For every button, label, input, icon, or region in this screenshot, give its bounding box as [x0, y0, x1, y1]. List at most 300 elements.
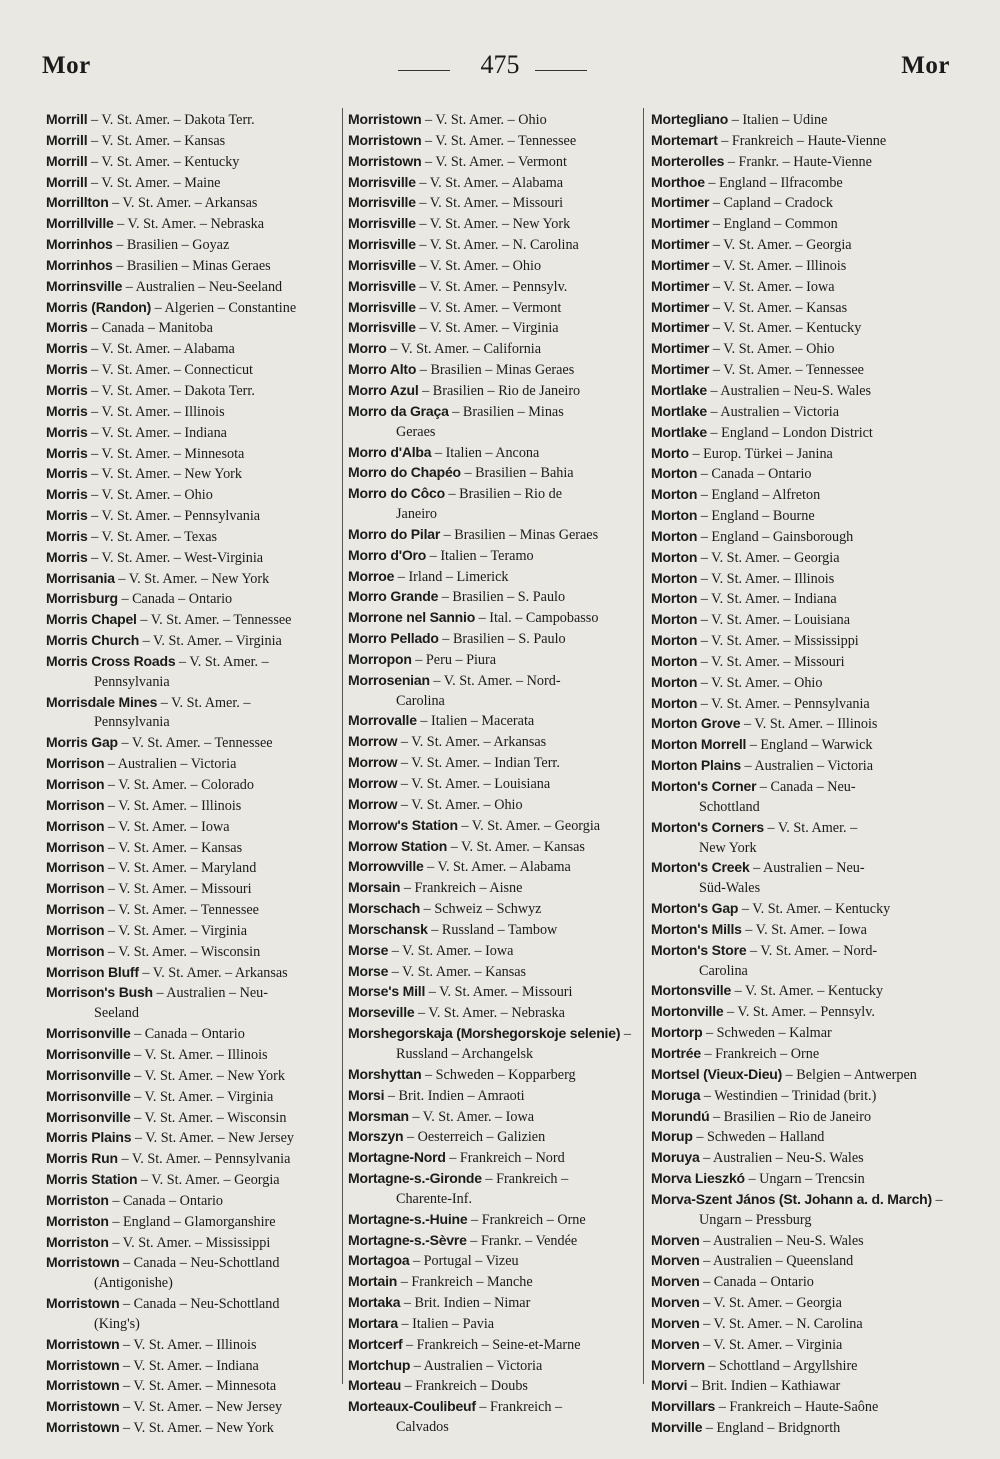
entry-location: – Belgien – Antwerpen [782, 1066, 917, 1083]
entry-headword: Mortimer [651, 194, 710, 211]
entry-headword: Morristown [348, 111, 422, 127]
entry-location: – V. St. Amer. – New York [119, 1420, 274, 1437]
entry-location: – V. St. Amer. – Illinois [709, 257, 847, 274]
gazetteer-entry [348, 1231, 640, 1252]
entry-headword: Morris [46, 486, 88, 503]
gazetteer-entry [348, 152, 640, 173]
entry-location: – V. St. Amer. – Colorado [104, 777, 254, 793]
entry-location: – V. St. Amer. – Kansas [388, 963, 527, 980]
entry-headword: Morton [651, 465, 698, 482]
entry-location: – Canada – Ontario [117, 591, 233, 608]
gazetteer-entry [46, 879, 336, 900]
entry-location: – V. St. Amer. – N. Carolina [415, 237, 579, 254]
entry-location: – Canada – Neu- [756, 779, 856, 795]
entry-headword: Morven [651, 1335, 700, 1352]
entry-location: – V. St. Amer. – Pennsylvania [697, 695, 870, 712]
entry-headword: Morrisville [348, 173, 416, 190]
entry-headword: Morse [348, 941, 389, 958]
gazetteer-entry [651, 1086, 951, 1107]
entry-location: – V. St. Amer. – Maryland [104, 860, 257, 877]
entry-location: – Schweden – Halland [692, 1129, 825, 1146]
gazetteer-entry [348, 608, 640, 629]
entry-headword: Mortcerf [348, 1335, 403, 1352]
entry-headword: Morrison [46, 776, 105, 792]
entry-location: – Frankreich – Haute-Saône [715, 1399, 879, 1416]
entry-headword: Morrinhos [46, 236, 113, 253]
entry-headword: Mortagne-Nord [348, 1149, 446, 1166]
entry-headword: Morschach [348, 900, 421, 917]
entry-headword: Morrinhos [46, 256, 113, 273]
entry-location: – Oesterreich – Galizien [403, 1129, 546, 1146]
entry-headword: Morrow Station [348, 837, 448, 854]
entry-headword: Morton [651, 673, 698, 690]
gazetteer-entry [46, 173, 336, 194]
gazetteer-entry [46, 1045, 336, 1066]
gazetteer-entry [46, 1066, 336, 1087]
entry-headword: Morteau [348, 1377, 402, 1394]
entry-location: – Schottland – Argyllshire [704, 1357, 858, 1374]
entry-location: – Brasilien – S. Paulo [438, 589, 566, 606]
gazetteer-entry [46, 423, 336, 444]
entry-location: – England – Alfreton [697, 487, 821, 504]
entry-headword: Morven [651, 1294, 700, 1311]
entry-location: – England – Warwick [746, 737, 873, 754]
entry-headword: Morrisville [348, 298, 416, 315]
entry-headword: Morrison's Bush [46, 984, 153, 1001]
gazetteer-entry [46, 610, 336, 631]
entry-location: – Portugal – Vizeu [409, 1253, 519, 1270]
gazetteer-entry [46, 402, 336, 423]
gazetteer-entry [651, 673, 951, 694]
entry-headword: Morton [651, 652, 698, 669]
entry-headword: Mortagoa [348, 1252, 410, 1269]
entry-location: – Ital. – Campobasso [475, 610, 599, 627]
gazetteer-entry [46, 775, 336, 796]
gazetteer-entry [651, 444, 951, 465]
gazetteer-entry [651, 1335, 951, 1356]
entry-headword: Morvi [651, 1377, 688, 1394]
gazetteer-entry [651, 589, 951, 610]
entry-location: – V. St. Amer. – Missouri [697, 653, 845, 670]
gazetteer-entry [348, 753, 640, 774]
entry-location: – V. St. Amer. – Kentucky [87, 153, 240, 170]
entry-location: – [620, 1026, 631, 1043]
gazetteer-entry [46, 1294, 336, 1335]
gazetteer-entry [348, 982, 640, 1003]
entry-location: – Frankreich – Manche [397, 1274, 533, 1291]
entry-location: – V. St. Amer. – Alabama [87, 341, 235, 358]
entry-headword: Morvillars [651, 1398, 716, 1415]
entry-location: – V. St. Amer. – Mississippi [108, 1234, 271, 1251]
gazetteer-entry [651, 756, 951, 777]
entry-headword: Morrison [46, 921, 105, 938]
entry-headword: Morrillville [46, 215, 114, 232]
gazetteer-entry [46, 1356, 336, 1377]
entry-location: – V. St. Amer. – Arkansas [397, 734, 547, 751]
gazetteer-entry [46, 318, 336, 339]
entry-headword: Mortagne-s.-Huine [348, 1210, 468, 1227]
entry-location: – V. St. Amer. – Tennessee [421, 132, 577, 149]
entry-headword: Morris [46, 507, 88, 524]
entry-headword: Morris Gap [46, 734, 118, 751]
entry-location: – V. St. Amer. – Arkansas [108, 195, 258, 212]
page-number: 475 [480, 50, 520, 79]
entry-location: – Italien – Macerata [416, 713, 535, 730]
entry-headword: Morszyn [348, 1128, 404, 1145]
entry-continuation: Carolina [396, 692, 445, 709]
entry-location: – Frankreich – Orne [700, 1045, 820, 1062]
gazetteer-entry [348, 1376, 640, 1397]
gazetteer-entry [46, 817, 336, 838]
entry-location: – Schweiz – Schwyz [420, 901, 542, 918]
entry-location: – V. St. Amer. – Iowa [104, 818, 230, 835]
entry-headword: Morva-Szent János (St. Johann a. d. March) [651, 1190, 932, 1207]
entry-location: – V. St. Amer. – Georgia [709, 237, 852, 254]
entry-headword: Morse's Mill [348, 983, 426, 1000]
entry-location: – V. St. Amer. – Georgia [697, 549, 840, 566]
entry-headword: Mortegliano [651, 111, 729, 127]
entry-location: – V. St. Amer. – Indian Terr. [397, 755, 560, 772]
gazetteer-entry [348, 1024, 640, 1065]
entry-location: – V. St. Amer. – Vermont [421, 153, 567, 170]
entry-location: – V. St. Amer. – Wisconsin [130, 1109, 287, 1126]
gazetteer-entry [348, 1251, 640, 1272]
gazetteer-entry [348, 1210, 640, 1231]
entry-location: – V. St. Amer. – Iowa [709, 278, 835, 295]
gazetteer-entry [348, 857, 640, 878]
entry-location: – V. St. Amer. – Mississippi [697, 633, 859, 650]
entry-headword: Morrisonville [46, 1045, 131, 1062]
gazetteer-entry [348, 629, 640, 650]
page-header [0, 44, 1000, 96]
entry-location: – V. St. Amer. – Iowa [408, 1108, 535, 1125]
gazetteer-entry [46, 983, 336, 1024]
entry-location: – Canada – Ontario [699, 1274, 814, 1291]
entry-headword: Morton's Store [651, 941, 747, 958]
entry-headword: Morton [651, 527, 698, 544]
entry-location: – V. St. Amer. – Illinois [119, 1336, 257, 1353]
entry-location: – V. St. Amer. – Iowa [741, 921, 867, 938]
entry-location: – V. St. Amer. – Missouri [425, 984, 573, 1001]
entry-headword: Morris [46, 423, 88, 440]
gazetteer-entry [46, 506, 336, 527]
gazetteer-entry [46, 152, 336, 173]
gazetteer-entry [348, 1397, 640, 1438]
gazetteer-entry [651, 1272, 951, 1293]
entry-headword: Morris Plains [46, 1129, 132, 1146]
gazetteer-entry [651, 1065, 951, 1086]
entry-location: – Brasilien – Rio de Janeiro [709, 1108, 872, 1125]
entry-headword: Morro Azul [348, 381, 419, 398]
entry-headword: Morrison [46, 838, 105, 855]
entry-headword: Morristown [46, 1295, 120, 1312]
gazetteer-entry [651, 1148, 951, 1169]
entry-headword: Morrovalle [348, 712, 417, 729]
entry-headword: Morristown [348, 152, 422, 169]
entry-continuation: Seeland [94, 1005, 139, 1022]
entry-location: – V. St. Amer. – Ohio [709, 341, 835, 358]
entry-location: – Russland – Tambow [427, 921, 558, 938]
entry-location: – V. St. Amer. – Minnesota [87, 445, 245, 462]
gazetteer-entry [651, 569, 951, 590]
gazetteer-entry [46, 485, 336, 506]
gazetteer-entry [348, 298, 640, 319]
entry-location: – England – London District [706, 424, 873, 441]
gazetteer-entry [651, 214, 951, 235]
entry-headword: Morropon [348, 650, 412, 667]
gazetteer-entry [651, 1397, 951, 1418]
entry-location: – Canada – Neu-Schottland [119, 1255, 280, 1272]
entry-headword: Morris Chapel [46, 611, 137, 628]
gazetteer-entry [651, 920, 951, 941]
gazetteer-entry [348, 795, 640, 816]
gazetteer-entry [651, 527, 951, 548]
gazetteer-entry [46, 1128, 336, 1149]
entry-headword: Mortchup [348, 1356, 411, 1373]
gazetteer-entry [348, 1065, 640, 1086]
gazetteer-entry [348, 1148, 640, 1169]
entry-headword: Morven [651, 1252, 700, 1269]
gazetteer-entry [651, 298, 951, 319]
entry-headword: Morris [46, 361, 88, 378]
entry-headword: Morrisville [348, 256, 416, 273]
gazetteer-entry [46, 298, 336, 319]
header-left-keyword: Mor [42, 52, 91, 79]
entry-headword: Morrisville [348, 236, 416, 253]
entry-headword: Morven [651, 1273, 700, 1290]
entry-location: – Australien – Neu- [749, 860, 865, 877]
entry-headword: Morrow [348, 754, 398, 771]
gazetteer-entry [651, 381, 951, 402]
gazetteer-entry [348, 774, 640, 795]
entry-location: – V. St. Amer. – Virginia [104, 922, 248, 939]
gazetteer-entry [348, 339, 640, 360]
entry-headword: Mortsel (Vieux-Dieu) [651, 1065, 783, 1082]
entry-headword: Mortagne-s.-Sèvre [348, 1231, 467, 1248]
gazetteer-entry [651, 1023, 951, 1044]
gazetteer-entry [651, 360, 951, 381]
entry-location: – V. St. Amer. – Connecticut [87, 362, 253, 379]
entry-location: – V. St. Amer. – Missouri [104, 881, 252, 898]
entry-continuation: Pennsylvania [94, 673, 170, 690]
entry-location: – V. St. Amer. – Virginia [139, 633, 282, 650]
entry-location: – V. St. Amer. – Kansas [87, 132, 226, 149]
entry-headword: Mortlake [651, 402, 707, 419]
gazetteer-entry [46, 464, 336, 485]
entry-location: – Brit. Indien – Nimar [400, 1295, 531, 1312]
gazetteer-entry [46, 838, 336, 859]
entry-location: – V. St. Amer. – Kentucky [709, 320, 862, 337]
gazetteer-entry [46, 235, 336, 256]
entry-headword: Mortemart [651, 131, 718, 148]
gazetteer-entry [348, 1293, 640, 1314]
entry-headword: Morrinsville [46, 277, 123, 294]
gazetteer-entry [651, 1107, 951, 1128]
entry-location: – Westindien – Trinidad (brit.) [700, 1087, 877, 1104]
gazetteer-entry [46, 381, 336, 402]
entry-location: – Frankreich – [475, 1399, 563, 1416]
gazetteer-entry [348, 837, 640, 858]
entry-headword: Morton Grove [651, 715, 741, 732]
gazetteer-entry [348, 525, 640, 546]
entry-headword: Morrison [46, 859, 105, 876]
entry-headword: Morrowville [348, 858, 424, 875]
header-rule-right [535, 70, 587, 71]
entry-headword: Morro do Chapéo [348, 464, 461, 481]
gazetteer-entry [348, 650, 640, 671]
gazetteer-column-3 [651, 110, 951, 1439]
gazetteer-entry [348, 941, 640, 962]
gazetteer-entry [348, 360, 640, 381]
entry-headword: Morrisania [46, 569, 115, 586]
entry-location: – V. St. Amer. – Dakota Terr. [87, 112, 255, 128]
entry-headword: Morton's Gap [651, 900, 739, 917]
entry-headword: Morrosenian [348, 671, 430, 688]
gazetteer-entry [46, 900, 336, 921]
entry-headword: Morro d'Oro [348, 546, 427, 563]
entry-location: – Brasilien – Minas Geraes [440, 526, 599, 543]
gazetteer-entry [651, 1190, 951, 1231]
entry-location: – Australien – Queensland [699, 1253, 854, 1270]
entry-location: – Brasilien – Rio de Janeiro [418, 382, 581, 399]
entry-headword: Mortimer [651, 277, 710, 294]
gazetteer-entry [46, 548, 336, 569]
entry-location: – V. St. Amer. – Illinois [697, 570, 835, 587]
entry-continuation: (King's) [94, 1315, 140, 1332]
entry-headword: Morrisville [348, 194, 416, 211]
gazetteer-entry [46, 921, 336, 942]
entry-location: – V. St. Amer. – Virginia [699, 1336, 843, 1353]
entry-location: – V. St. Amer. – New York [130, 1067, 285, 1084]
entry-headword: Morva Lieszkó [651, 1170, 745, 1187]
entry-location: – V. St. Amer. – Texas [87, 528, 218, 545]
entry-headword: Morville [651, 1419, 703, 1436]
entry-headword: Morterolles [651, 152, 725, 169]
entry-location: – Australien – Neu-Seeland [122, 278, 283, 295]
gazetteer-entry [651, 1418, 951, 1439]
gazetteer-entry [348, 1335, 640, 1356]
entry-location: – V. St. Amer. – Georgia [457, 817, 601, 834]
entry-location: – V. St. Amer. – Pennsylv. [415, 278, 568, 295]
entry-headword: Morton's Corner [651, 778, 757, 794]
entry-headword: Morristown [46, 1335, 120, 1352]
gazetteer-entry [46, 733, 336, 754]
entry-location: – V. St. Amer. – Pennsylvania [117, 1151, 291, 1168]
gazetteer-entry [46, 1149, 336, 1170]
entry-location: – Capland – Cradock [709, 195, 834, 212]
entry-location: – Frankr. – Vendée [466, 1232, 578, 1249]
entry-location: – V. St. Amer. – Kansas [709, 299, 848, 316]
entry-continuation: Ungarn – Pressburg [699, 1211, 812, 1228]
entry-location: – Brasilien – Minas Geraes [112, 257, 271, 274]
entry-headword: Morris Run [46, 1150, 118, 1167]
gazetteer-entry [46, 339, 336, 360]
gazetteer-entry [651, 485, 951, 506]
entry-headword: Morrisdale Mines [46, 693, 158, 710]
gazetteer-entry [46, 1233, 336, 1254]
entry-location: – V. St. Amer. – Illinois [130, 1046, 268, 1063]
gazetteer-entry [651, 402, 951, 423]
entry-headword: Morriston [46, 1191, 109, 1208]
entry-headword: Morrison [46, 817, 105, 834]
entry-location: – V. St. Amer. – Nebraska [414, 1005, 565, 1022]
entry-location: – Australien – Victoria [706, 403, 840, 420]
gazetteer-entry [348, 443, 640, 464]
gazetteer-entry [46, 527, 336, 548]
gazetteer-entry [348, 1314, 640, 1335]
entry-location: – Frankreich – Aisne [400, 880, 523, 897]
entry-headword: Mortain [348, 1273, 398, 1290]
gazetteer-entry [46, 256, 336, 277]
entry-headword: Mortaka [348, 1294, 401, 1311]
gazetteer-entry [46, 214, 336, 235]
entry-headword: Morundú [651, 1107, 710, 1124]
entry-location: – V. St. Amer. – Nord- [429, 672, 561, 689]
gazetteer-entry [651, 193, 951, 214]
gazetteer-entry [348, 1169, 640, 1210]
entry-location: – V. St. Amer. – [157, 694, 251, 711]
entry-headword: Morrisonville [46, 1025, 131, 1042]
gazetteer-entry [46, 631, 336, 652]
gazetteer-entry [348, 381, 640, 402]
gazetteer-entry [348, 193, 640, 214]
entry-headword: Morrisville [348, 319, 416, 336]
entry-headword: Morton [651, 590, 698, 607]
gazetteer-entry [651, 173, 951, 194]
entry-headword: Morris Church [46, 632, 140, 649]
entry-location: – Frankreich – Seine-et-Marne [402, 1336, 581, 1353]
entry-location: – Australien – Neu-S. Wales [706, 382, 872, 399]
gazetteer-entry [651, 899, 951, 920]
column-divider [643, 108, 644, 1384]
entry-headword: Mortimer [651, 361, 710, 378]
gazetteer-entry [651, 714, 951, 735]
entry-location: – England – Ilfracombe [704, 174, 843, 191]
entry-headword: Morton's Mills [651, 920, 742, 937]
entry-location: – Canada – Ontario [108, 1192, 224, 1209]
entry-headword: Morshegorskaja (Morshegorskoje selenie) [348, 1025, 621, 1042]
entry-location: – Italien – Teramo [426, 547, 534, 564]
entry-location: – Australien – Neu- [152, 985, 268, 1002]
entry-location: – V. St. Amer. – New York [415, 216, 571, 233]
gazetteer-entry [348, 110, 640, 131]
entry-headword: Morristown [348, 131, 422, 148]
entry-headword: Morton [651, 694, 698, 711]
entry-headword: Morschansk [348, 920, 428, 937]
gazetteer-entry [348, 1272, 640, 1293]
gazetteer-entry [348, 1127, 640, 1148]
gazetteer-entry [46, 193, 336, 214]
gazetteer-entry [348, 587, 640, 608]
gazetteer-entry [46, 1191, 336, 1212]
gazetteer-entry [46, 1024, 336, 1045]
entry-continuation: Süd-Wales [699, 880, 761, 897]
gazetteer-entry [46, 131, 336, 152]
gazetteer-entry [651, 131, 951, 152]
gazetteer-entry [348, 277, 640, 298]
gazetteer-entry [46, 858, 336, 879]
entry-location: – Brasilien – S. Paulo [438, 631, 566, 648]
entry-location: – Brasilien – Bahia [460, 465, 574, 482]
gazetteer-entry [651, 1314, 951, 1335]
entry-headword: Morro Alto [348, 361, 417, 378]
gazetteer-entry [348, 671, 640, 712]
entry-headword: Morshyttan [348, 1065, 422, 1082]
entry-continuation: Pennsylvania [94, 714, 170, 731]
entry-headword: Morton's Corners [651, 818, 764, 835]
entry-location: – V. St. Amer. – California [386, 341, 542, 358]
entry-headword: Morrill [46, 111, 88, 127]
